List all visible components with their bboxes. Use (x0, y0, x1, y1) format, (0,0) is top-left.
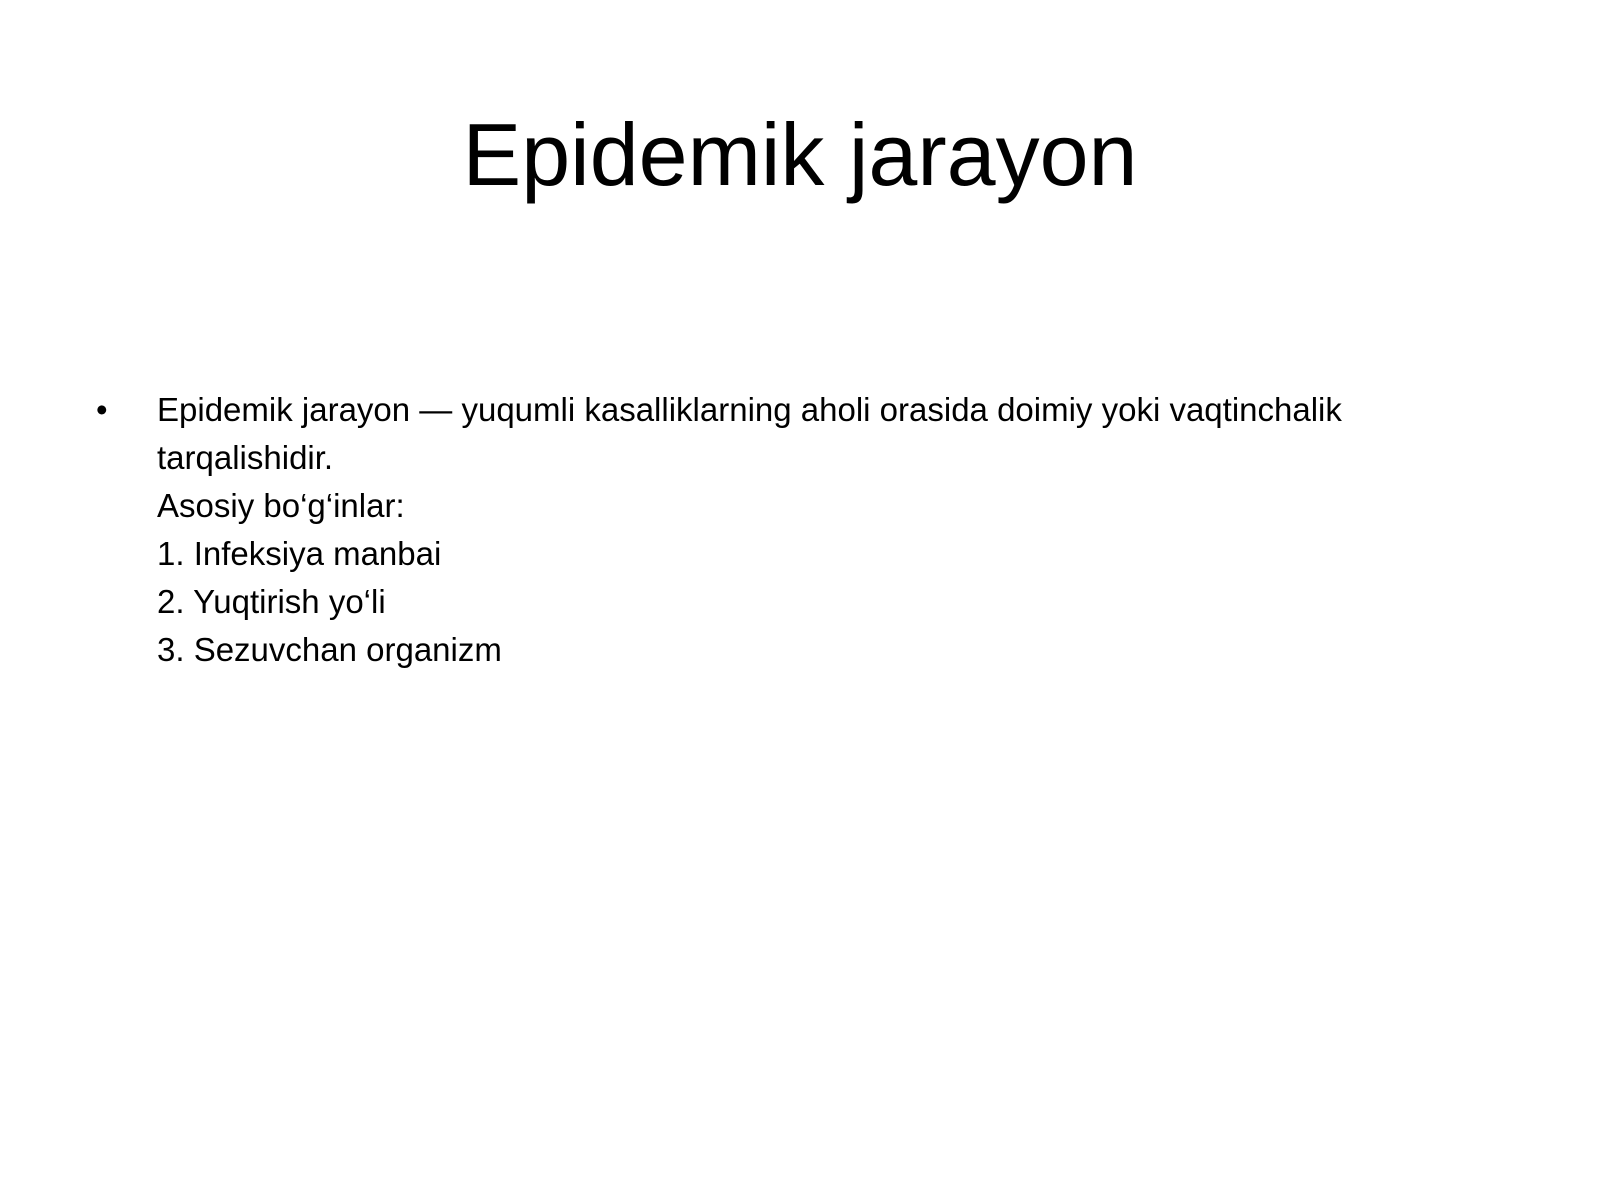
slide-title: Epidemik jarayon (462, 105, 1138, 204)
list-item-susceptible: 3. Sezuvchan organizm (157, 631, 502, 668)
bullet-icon: • (96, 391, 108, 428)
slide-content (90, 386, 1510, 674)
definition-line-1: Epidemik jarayon — yuqumli kasalliklarning aholi orasida doimiy yoki vaqtinchalik (157, 391, 1342, 428)
definition-line-2: tarqalishidir. (157, 439, 334, 476)
bullet-item (90, 386, 1510, 674)
links-subheading: Asosiy bo‘g‘inlar: (157, 487, 405, 524)
list-item-transmission: 2. Yuqtirish yo‘li (157, 583, 386, 620)
list-item-source: 1. Infeksiya manbai (157, 535, 442, 572)
bullet-text (157, 386, 1510, 674)
